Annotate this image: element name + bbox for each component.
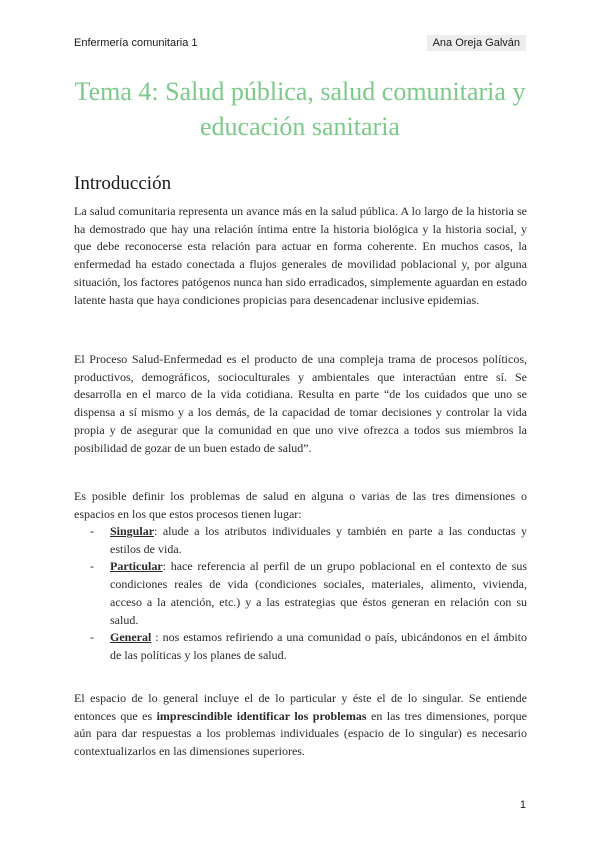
section-heading: Introducción (74, 173, 172, 194)
dimension-description: : nos estamos refiriendo a una comunidad o país, ubicándonos en el ámbito de las políticas y los planes de salud. (110, 630, 527, 662)
header-course-name: Enfermería comunitaria 1 (74, 37, 198, 49)
closing-paragraph (74, 690, 527, 761)
dimension-description: : hace referencia al perfil de un grupo poblacional en el contexto de sus condiciones reales de vida (condiciones sociales, materiales, alimento, vivienda, acceso a la atención, etc.) y a las estrategias que éstos generan en relación con su salud. (110, 559, 527, 627)
header-author-name: Ana Oreja Galván (427, 35, 526, 51)
list-item (90, 523, 527, 558)
closing-text-before: El espacio de lo general incluye el de lo particular y éste el de lo singular. Se entiende entonces que es (74, 691, 527, 723)
list-item (90, 558, 527, 629)
dimensions-list (90, 523, 527, 665)
page-number: 1 (519, 799, 526, 811)
dimension-term: Particular (110, 559, 163, 574)
dimension-term: Singular (110, 524, 155, 538)
page-title: Tema 4: Salud pública, salud comunitaria y educación sanitaria (74, 77, 526, 141)
list-item (90, 629, 527, 664)
closing-emphasis: imprescindible identificar los problemas (156, 708, 367, 723)
dimension-term: General (110, 630, 152, 645)
dimensions-intro-paragraph: Es posible definir los problemas de salud en alguna o varias de las tres dimensiones o espacios en los que estos procesos tienen lugar: (74, 489, 527, 521)
list-dash: - (90, 524, 94, 538)
process-paragraph: El Proceso Salud-Enfermedad es el producto de una compleja trama de procesos políticos, productivos, demográficos, socioculturales y ambientales que interactúan entre sí. Se desarrolla en el marco de la vida cotidiana. Resulta en parte “de los cuidados que uno se dispensa a sí mismo y a los demás, de la capacidad de tomar decisiones y controlar la vida propia y de asegurar que la comunidad en que uno vive ofrezca a todos sus miembros la posibilidad de gozar de un buen estado de salud”. (74, 352, 527, 455)
closing-text-after: en las tres dimensiones, porque aún para dar respuestas a los problemas individuales (espacio de lo singular) es necesario contextualizarlos en las dimensiones superiores. (74, 708, 527, 759)
list-dash: - (90, 559, 94, 574)
list-dash: - (90, 630, 94, 645)
dimension-description: : alude a los atributos individuales y también en parte a las conductas y estilos de vida. (110, 524, 527, 556)
intro-paragraph: La salud comunitaria representa un avance más en la salud pública. A lo largo de la historia se ha demostrado que hay una relación íntima entre la historia biológica y la historia social, y que debe reconocerse esta relación para actuar en forma coherente. En muchos casos, la enfermedad ha estado conectada a flujos generales de movilidad poblacional y, por alguna situación, los factores patógenos nunca han sido erradicados, simplemente aguardan en estado latente hasta que haya condiciones propicias para desencadenar inclusive epidemias. (74, 204, 527, 307)
